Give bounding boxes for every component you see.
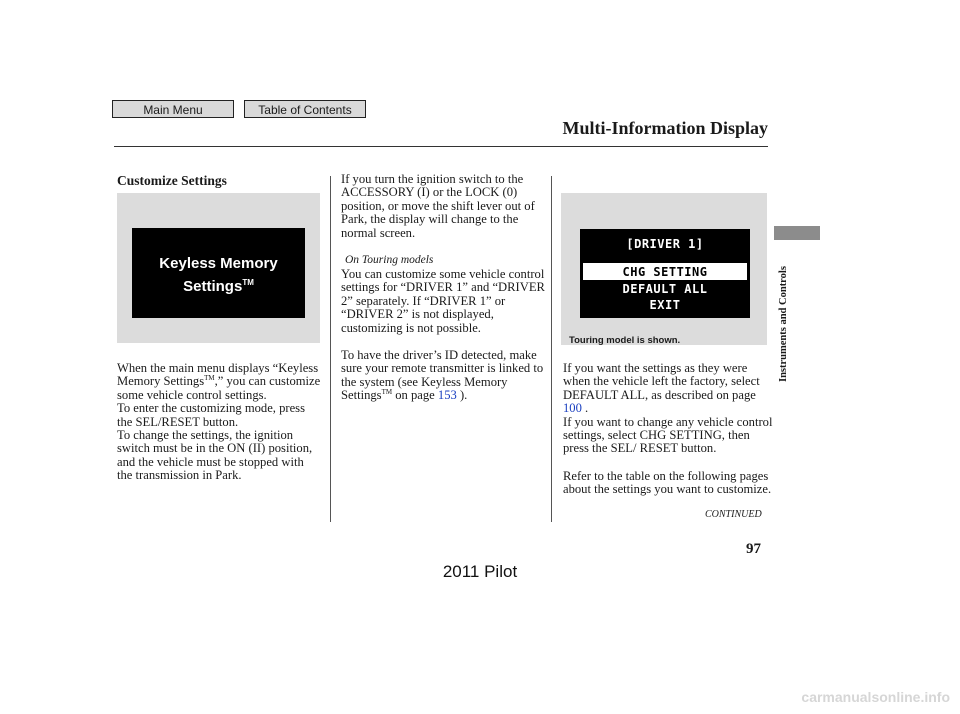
column-divider-1 [330,176,331,522]
customize-settings-heading: Customize Settings [117,173,227,188]
right-paragraph-3: Refer to the table on the following pages about the settings you want to customize. [563,468,772,497]
continued-label: CONTINUED [705,509,762,520]
touring-caption: Touring model is shown. [569,335,681,346]
left-paragraph-3: To change the settings, the ignition switch must be in the ON (II) position, and the vehicle must be stopped with the transmission in Park. [117,428,313,483]
default-all-row: DEFAULT ALL [622,282,708,296]
screen-line-1: Keyless Memory [159,255,278,272]
right-illustration-panel [561,193,767,345]
column-divider-2 [551,176,552,522]
touring-screen [580,229,750,318]
touring-models-heading: On Touring models [345,254,434,266]
left-paragraph-1: When the main menu displays “Keyless Memory Settings™,” you can customize some vehicle control settings. [117,361,321,402]
page-number: 97 [746,541,761,557]
chg-setting-row: CHG SETTING [622,265,708,279]
middle-paragraph-2: You can customize some vehicle control settings for “DRIVER 1” and “DRIVER 2” separately. If “DRIVER 1” or “DRIVER 2” is not displayed, customizing is not possible. [341,267,545,335]
table-of-contents-button[interactable]: Table of Contents [244,100,366,118]
section-tab-marker [774,226,820,240]
right-paragraph-2: If you want to change any vehicle control settings, select CHG SETTING, then press the SEL/ RESET button. [563,414,773,456]
page-100-link[interactable]: 100 [563,401,582,416]
right-column-text [563,362,773,497]
right-paragraph-1: If you want the settings as they were when the vehicle left the factory, select DEFAULT ALL, as described on page 100 . [563,361,760,416]
section-title: Multi-Information Display [562,118,768,138]
middle-paragraph-3: To have the driver’s ID detected, make sure your remote transmitter is linked to the system (see Keyless Memory Settings™ on page 153 ). [341,348,544,403]
middle-column-text-bottom [341,268,546,403]
instruments-controls-label: Instruments and Controls [778,266,789,382]
keyless-memory-screen [132,228,305,318]
left-column-text [117,362,322,483]
middle-column-text-top [341,173,546,240]
left-paragraph-2: To enter the customizing mode, press the SEL/RESET button. [117,401,305,429]
middle-paragraph-1: If you turn the ignition switch to the ACCESSORY (I) or the LOCK (0) position, or move the shift lever out of Park, the display will change to the normal screen. [341,172,535,240]
keyless-memory-screen-text [132,254,305,296]
screen-line-2: Settings [183,278,243,295]
page-153-link[interactable]: 153 [437,388,457,403]
driver-1-row: [DRIVER 1] [626,237,704,251]
screen-tm: TM [242,278,254,287]
header-rule [114,146,768,147]
footer-model-name: 2011 Pilot [442,562,518,581]
main-menu-button[interactable]: Main Menu [112,100,234,118]
watermark: carmanualsonline.info [801,689,950,705]
left-illustration-panel [117,193,320,343]
exit-row: EXIT [649,298,681,312]
